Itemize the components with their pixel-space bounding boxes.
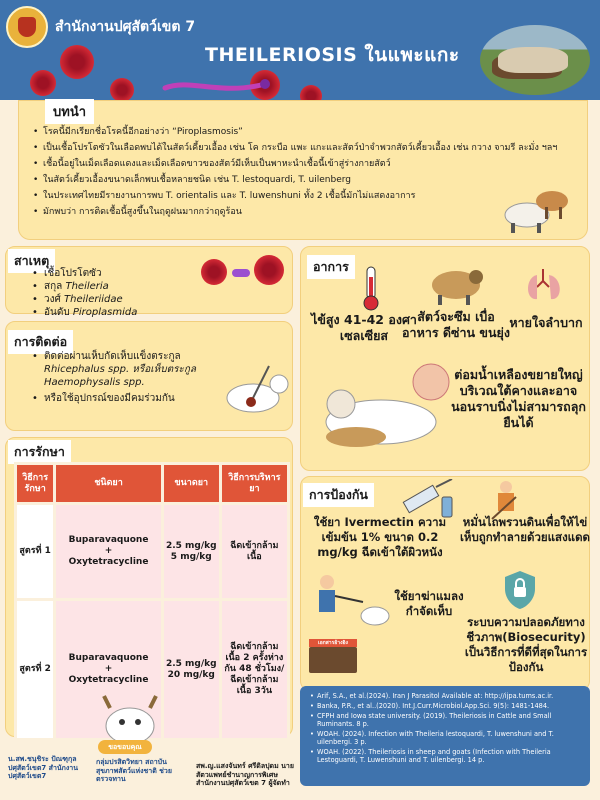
thanks-bubble: ขอขอบคุณ — [98, 740, 152, 754]
agency-name: สำนักงานปศุสัตว์เขต 7 — [55, 19, 196, 35]
prevention-section — [300, 476, 590, 691]
cause-heading: สาเหตุ — [8, 249, 55, 273]
cause-list — [32, 267, 137, 319]
transmission-item: • ติดต่อผ่านเห็บกัดเห็บแข็งตระกูล Rhicephalus spp. หรือเห็บตระกูล Haemophysalis spp. — [32, 350, 232, 389]
references-section — [300, 686, 590, 786]
table-header-cell: วิธีการบริหารยา — [220, 464, 288, 504]
poster-title: THEILERIOSIS ในแพะแกะ — [205, 44, 460, 66]
transmission-list — [32, 350, 232, 405]
prevention-heading: การป้องกัน — [303, 483, 374, 507]
table-header-cell: ชนิดยา — [55, 464, 163, 504]
red-blood-cell-image — [110, 78, 134, 100]
sheep-and-goat-illustration — [497, 179, 579, 235]
symptoms-section — [300, 246, 590, 471]
route-cell: ฉีดเข้ากล้ามเนื้อ — [220, 504, 288, 600]
sick-sheep-icon — [426, 261, 486, 307]
goat-with-tick-illustration — [221, 362, 291, 424]
references-list — [310, 692, 585, 766]
intro-section — [18, 100, 588, 240]
reference-item: • WOAH. (2022). Theileriosis in sheep and goats (Infection with Theileria Lestoguardi, T. Luwenshuni and T. uilenbergi. 14 p. — [310, 748, 585, 764]
transmission-heading: การติดต่อ — [8, 330, 73, 354]
table-header-cell: วิธีการรักษา — [16, 464, 55, 504]
reviewer-credit: สพ.ญ.แสงจันทร์ ศรีดิลปุดม นายสัตวแพทย์ชำนาญการพิเศษ สำนักงานปศุสัตว์เขต 7 ผู้จัดทำ — [196, 762, 294, 787]
lethargy-text: สัตว์จะซึม เบื่ออาหาร ดีซ่าน ขนยุ่ง — [402, 309, 510, 340]
lymph-text: ต่อมน้ำเหลืองขยายใหญ่บริเวณใต้คางและอาจนอนราบนิ่งไม่สามารถลุกยืนได้ — [451, 367, 586, 430]
reference-item: • WOAH. (2024). Infection with Theileria lestoquardi, T. luwenshuni and T. uilenbergi. 3 p. — [310, 730, 585, 746]
dose-cell: 2.5 mg/kg 5 mg/kg — [162, 504, 220, 600]
cause-item: • เชื้อโปรโตซัว — [32, 267, 137, 280]
parasite-icon — [232, 269, 250, 277]
parasite-illustration — [160, 78, 270, 96]
red-blood-cell-image — [254, 255, 284, 285]
lungs-icon — [523, 267, 565, 303]
cause-item: • สกุล Theileria — [32, 280, 137, 293]
table-header-cell: ขนาดยา — [162, 464, 220, 504]
red-blood-cell-image — [60, 45, 94, 79]
intro-item: • ในสัตว์เคี้ยวเอื้องขนาดเล็กพบเชื้อหลายชนิด เช่น T. lestoquardi, T. uilenberg — [33, 175, 463, 186]
thermometer-icon — [361, 265, 381, 311]
header-banner — [0, 0, 600, 100]
red-blood-cell-image — [300, 85, 322, 100]
sick-goats-illustration — [311, 352, 451, 457]
insecticide-text: ใช้ยาฆ่าแมลงกำจัดเห็บ — [394, 589, 464, 618]
transmission-item: • หรือใช้อุปกรณ์ของมีคมร่วมกัน — [32, 392, 232, 405]
intro-heading: บทนำ — [45, 99, 94, 124]
thanks-credit: กลุ่มปรสิตวิทยา สถาบันสุขภาพสัตว์แห่งชาติ ช่วยตรวจทาน — [96, 758, 172, 783]
red-blood-cell-image — [30, 70, 56, 96]
intro-item: • โรคนี้มีกเรียกชื่อโรคนี้อีกอย่างว่า “Piroplasmosis” — [33, 127, 578, 138]
regimen-cell: สูตรที่ 2 — [16, 600, 55, 740]
drug-cell: Buparavaquone + Oxytetracycline — [55, 600, 163, 740]
fever-text: ไข้สูง 41-42 องศาเซลเซียส — [311, 312, 417, 343]
table-row — [16, 504, 289, 600]
drug-cell: Buparavaquone + Oxytetracycline — [55, 504, 163, 600]
treatment-heading: การรักษา — [8, 440, 71, 464]
ivermectin-text: ใช้ยา Ivermectin ความเข้มข้น 1% ขนาด 0.2 mg/kg ฉีดเข้าใต้ผิวหนัง — [313, 515, 447, 559]
intro-item: • เป็นเชื้อโปรโตซัวในเลือดพบได้ในสัตว์เคี้ยวเอื้อง เช่น โค กระบือ แพะ แกะและสัตว์ป่าจำพวกสัตว์เคี้ยวเอื้อง เช่น กวาง จามรี ละมั่ง ฯลฯ — [33, 143, 578, 154]
shield-icon — [501, 569, 539, 611]
intro-item: • ในประเทศไทยมีรายงานการพบ T. orientalis และ T. luwenshuni ทั้ง 2 เชื้อนี้มักไม่แสดงอาการ — [33, 191, 463, 202]
cause-section — [5, 246, 293, 318]
biosecurity-text: ระบบความปลอดภัยทางชีวภาพ(Biosecurity) เป็นวิธีการที่ดีที่สุดในการป้องกัน — [464, 615, 588, 674]
reference-item: • CFPH and Iowa state university. (2019). Theileriosis in Cattle and Small Ruminants. 8 p. — [310, 712, 585, 728]
breathing-text: หายใจลำบาก — [509, 315, 583, 330]
cause-item: • อันดับ Piroplasmida — [32, 306, 137, 319]
goats-photo — [480, 25, 590, 95]
author-credit: น.สพ.ชนุชิระ ปัณฑุกุล ปศุสัตว์เขต7 สำนักงานปศุสัตว์เขต7 — [8, 755, 79, 780]
red-blood-cell-image — [201, 259, 227, 285]
transmission-section — [5, 321, 293, 431]
dose-cell: 2.5 mg/kg 20 mg/kg — [162, 600, 220, 740]
intro-item: • มักพบว่า การติดเชื้อนี้สูงขึ้นในฤดูฝนมากกว่าฤดูร้อน — [33, 207, 463, 218]
table-header-row — [16, 464, 289, 504]
route-cell: ฉีดเข้ากล้ามเนื้อ 2 ครั้งห่างกัน 48 ชั่วโมง/ฉีดเข้ากล้ามเนื้อ 3วัน — [220, 600, 288, 740]
goats-photo-thumbnail — [309, 647, 357, 673]
department-logo — [6, 6, 48, 48]
intro-item: • เชื้อนี้อยู่ในเม็ดเลือดแดงและเม็ดเลือดขาวของสัตว์มีเห็บเป็นพาหะนำเชื้อนี้เข้าสู่ร่างกายสัตว์ — [33, 159, 578, 170]
symptoms-heading: อาการ — [307, 255, 355, 279]
spraying-tick-illustration — [311, 572, 391, 634]
photo-label: เอกสารอ้างอิง — [309, 639, 357, 647]
reference-item: • Banka, P.R., et al..(2020). Int.J.Curr.Microbiol.App.Sci. 9(5): 1481-1484. — [310, 702, 585, 710]
cause-item: • วงศ์ Theileriidae — [32, 293, 137, 306]
soil-text: หมั่นไถพรวนดินเพื่อให้ไข่เห็บถูกทำลายด้วยแสงแดด — [459, 515, 591, 544]
reference-item: • Arif, S.A., et al.(2024). Iran J Parasitol Available at: http://ijpa.tums.ac.ir. — [310, 692, 585, 700]
regimen-cell: สูตรที่ 1 — [16, 504, 55, 600]
